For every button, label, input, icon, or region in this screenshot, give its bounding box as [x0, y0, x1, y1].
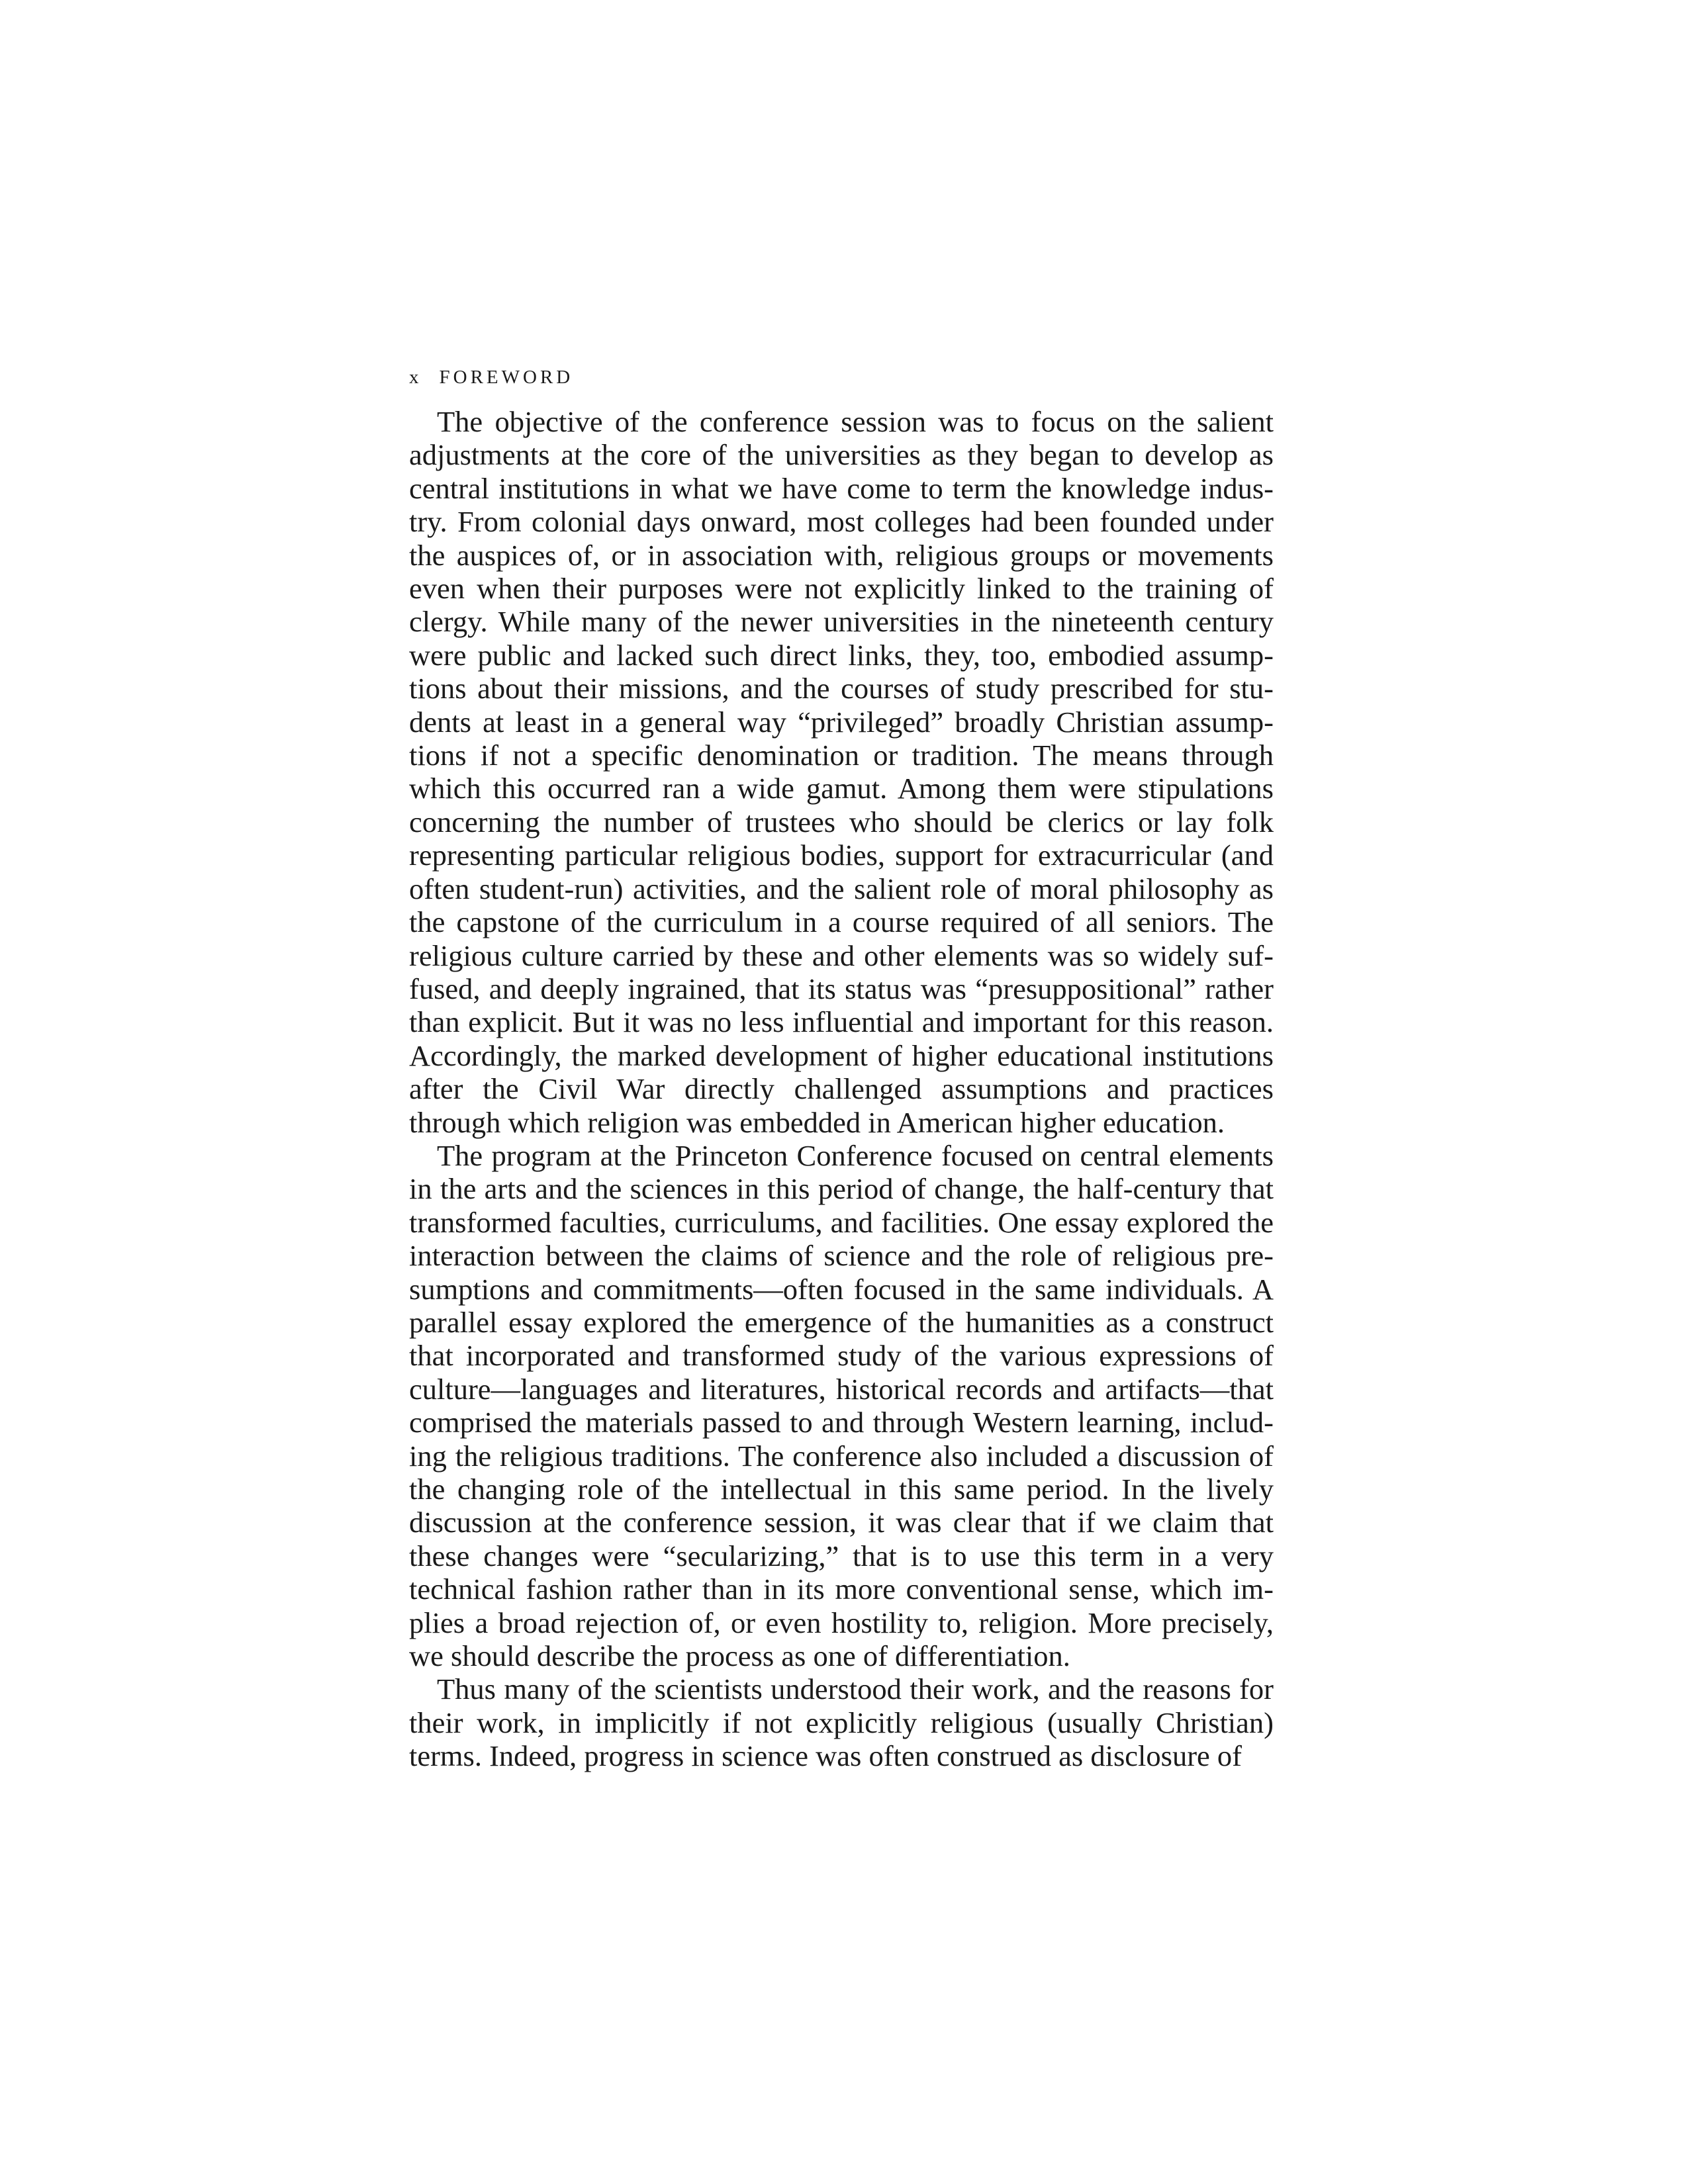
paragraph-2: The program at the Princeton Conference focused on central elements in the arts and the sciences in this period of change, the half-century that transformed faculties, curriculums, and facilities. One essay explored the interaction between the claims of science and the role of religious presumptions and commitments—often focused in the same individuals. A parallel essay explored the emergence of the humanities as a construct that incorporated and transformed study of the various expressions of culture—languages and literatures, historical records and artifacts—that comprised the materials passed to and through Western learning, including the religious traditions. The conference also included a discussion of the changing role of the intellectual in this same period. In the lively discussion at the conference session, it was clear that if we claim that these changes were “secularizing,” that is to use this term in a very technical fashion rather than in its more conventional sense, which implies a broad rejection of, or even hostility to, religion. More precisely, we should describe the process as one of differentiation.: [409, 1138, 1274, 1673]
body-text: [409, 405, 1274, 1773]
paragraph-3: Thus many of the scientists understood their work, and the reasons for their work, in implicitly if not explicitly religious (usually Christian) terms. Indeed, progress in science was often construed as disclosure of: [409, 1672, 1274, 1773]
paragraph-1: The objective of the conference session was to focus on the salient adjustments at the core of the universities as they began to develop as central institutions in what we have come to term the knowledge industry. From colonial days onward, most colleges had been founded under the auspices of, or in association with, religious groups or movements even when their purposes were not explicitly linked to the training of clergy. While many of the newer universities in the nineteenth century were public and lacked such direct links, they, too, embodied assumptions about their missions, and the courses of study prescribed for students at least in a general way “privileged” broadly Christian assumptions if not a specific denomination or tradition. The means through which this occurred ran a wide gamut. Among them were stipulations concerning the number of trustees who should be clerics or lay folk representing particular religious bodies, support for extracurricular (and often student-run) activities, and the salient role of moral philosophy as the capstone of the curriculum in a course required of all seniors. The religious culture carried by these and other elements was so widely suffused, and deeply ingrained, that its status was “presuppositional” rather than explicit. But it was no less influential and important for this reason. Accordingly, the marked development of higher educational institutions after the Civil War directly challenged assumptions and practices through which religion was embedded in American higher education.: [409, 405, 1274, 1139]
running-head-title: FOREWORD: [439, 367, 574, 388]
running-head: [409, 365, 573, 389]
page-number: x: [409, 367, 422, 388]
